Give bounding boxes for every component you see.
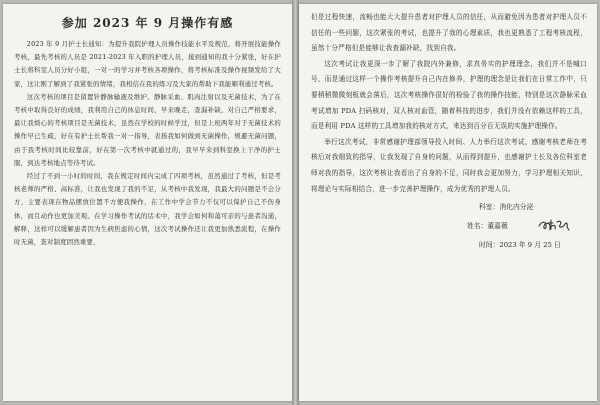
paragraph: 但是过程快速，流畅也能大大提升患者对护理人员的信任，从而避免因为患者对护理人员不信任的一些问题，这次紧张的考试，也提升了我的心理素质，我也更熟悉了工程考核流程，虽然十分严格但是能够让我查漏补缺，找到自我。 bbox=[311, 13, 587, 53]
paragraph: 2023 年 9 月护士长通知：为提升我院护理人员操作技能水平及规范，将开展技能操作考核，最先考核的人员是 2021-2023 年入职的护理人员，接到通知的我十分紧张，好在护士长将科室人员分好小组，一对一的学习并考核各项操作，将考核标准及操作视频发给了大家，这让刚了解到了我紧张的情绪，我相信在我的练习及大家的帮助下我能顺利通过考核。 bbox=[14, 40, 281, 88]
book-gutter bbox=[292, 0, 299, 405]
paragraph: 这次考试让我更深一步了解了我院内外兼修，求真务实的护理理念，我们并不是喊口号，而是通过这样一个操作考核提升自己内在修养，护理的理念是让我们在日常工作中，只要稍稍微微刻板就会落后，这次考核操作很好的检验了我的操作技能，特别是这次静脉采血考试增加 PDA 扫码核对，双人核对血管，随着科技的进步，我们并没有依赖这样的工具，而是利用 PDA 这样的工具增加我的核对方式，来达到百分百无误的实施护理操作。 bbox=[311, 59, 587, 131]
name-label: 姓名：董嘉薇 bbox=[467, 222, 508, 231]
paragraph: 举行这次考试，非常感谢护理部领导投入时间、人力举行这次考试，感谢考核老师在考核后对我细致的指导，让我发现了自身的问题，从而得到提升，也感谢护士长及各位科室老师对我的指导，这次考核让我看出了自身的不足，同时我会更加努力，学习护理相关知识，将理论与实际相结合，进一步完善护理操作，成为优秀的护理人员。 bbox=[311, 137, 587, 193]
handwritten-signature-icon bbox=[537, 217, 571, 233]
document-title: 参加 2023 年 9 月操作有感 bbox=[61, 16, 234, 30]
left-page bbox=[3, 4, 292, 401]
right-page bbox=[299, 4, 597, 401]
date-line: 时间：2023 年 9 月 25 日 bbox=[479, 241, 561, 250]
department-line: 科室：消化内分泌 bbox=[479, 203, 534, 212]
paragraph: 经过了不到一小时的时间，我在规定时间内完成了四项考核，虽然通过了考核，但是考核老师的严格、高标准，让我也发现了我的不足，从考核中我发现，我最大的问题是不会分方，主要表现在物品摆放位置不方便我操作，在工作中学会节力不仅可以保护自己不伤身体，而且动作也更加美观。在学习操作考试的话术中，我学会如何和蔼可亲的与患者沟通，解释，这样可以缓解患者因为生病焦虑的心情，这次考试操作还让我更加熟悉流程，在操作时无菌，查对制度固然重要， bbox=[14, 172, 281, 247]
name-line bbox=[311, 220, 587, 233]
paragraph: 这次考核的项目是留置针静脉输液及维护、静脉采血、肌肉注射以及无菌技术，为了在考核中取得良好的成绩，我利用自己的休息时间，早来晚走，查漏补缺，对自己严格要求，最让我烦心的考核项目是无菌技术，虽然在学校的时候学过，但是上班两年对于无菌技术的操作早已生疏，好在有护士长帮我一对一指导，表扬我如何做到无菌操作，规避无菌问题，由于我考核时间比较靠前，好在第一次考核中就通过的，我早早来到科室换上干净的护士服，到达考核地点等待考试。 bbox=[14, 92, 281, 167]
